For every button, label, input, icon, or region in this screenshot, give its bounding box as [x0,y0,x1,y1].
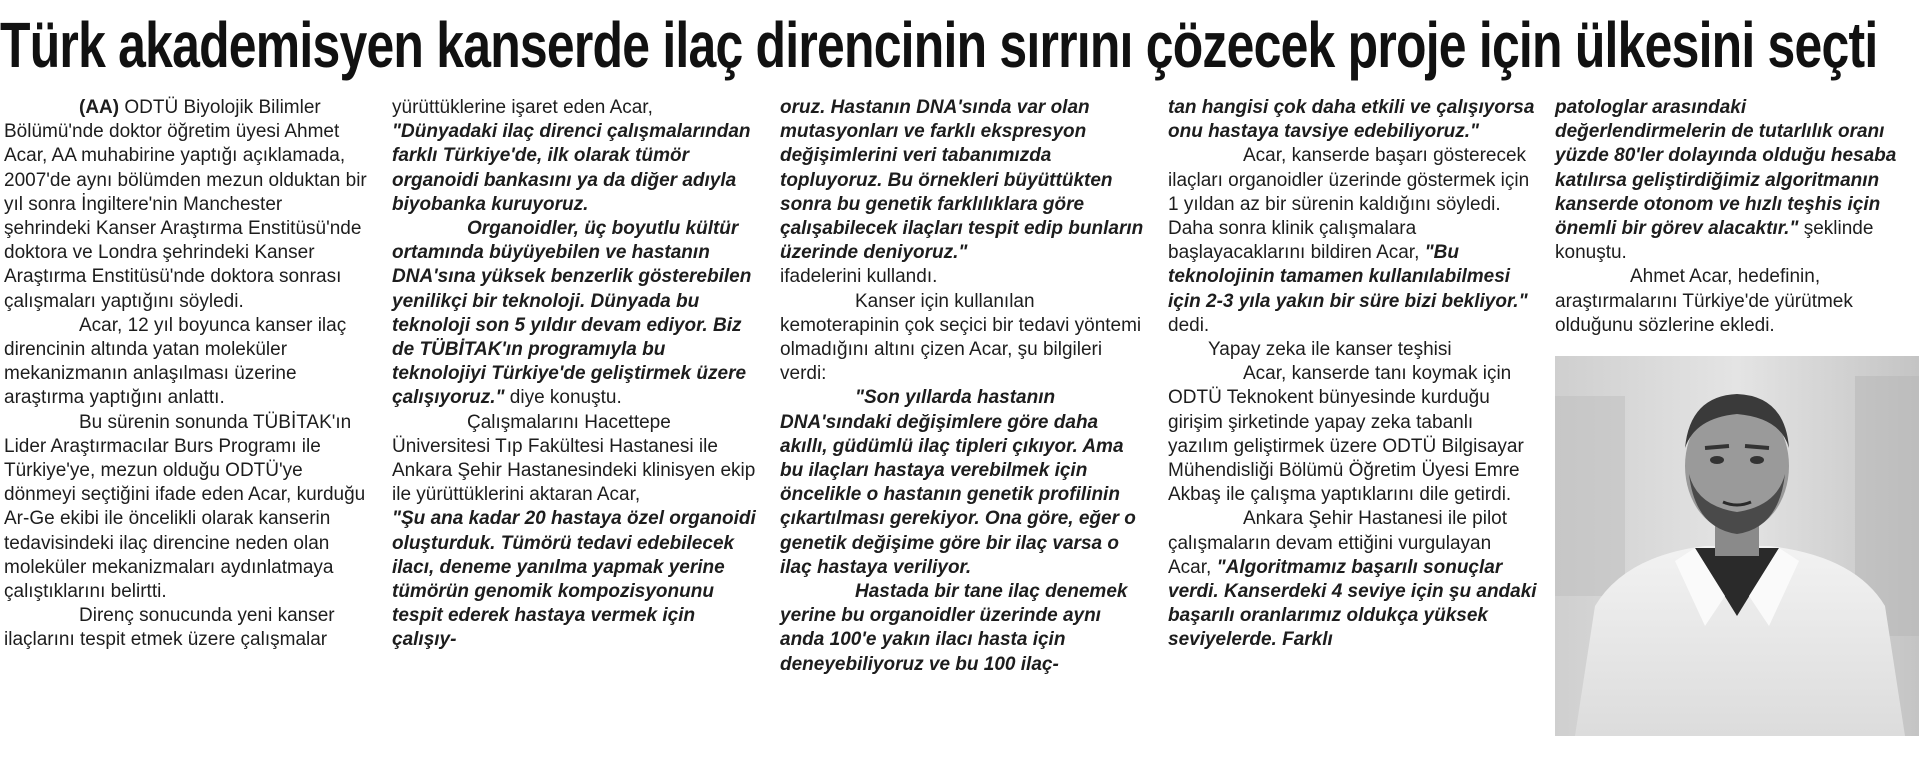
paragraph-text: diye konuştu. [504,387,622,409]
paragraph: Acar, 12 yıl boyunca kanser ilaç direncinin altında yatan moleküler mekanizmanın anlaşılması üzerine araştırma yaptığını anlattı. [4,314,347,409]
source-tag: (AA) [79,97,120,118]
article-column-2 [392,96,762,653]
paragraph [392,217,762,411]
paragraph-text: yürüttüklerine işaret eden Acar, [392,97,653,118]
paragraph [1168,507,1538,652]
quote-text: oruz. Hastanın DNA'sında var olan mutasyonları ve farklı ekspresyon değişimlerini veri tabanımızda topluyoruz. Bu örnekleri büyüttükten sonra bu genetik farklılıklara göre çalışabilecek ilaçları tespit edip bunların üzerinde deniyoruz." [780,97,1144,264]
paragraph-text: ODTÜ Biyolojik Bilimler Bölümü'nde doktor öğretim üyesi Ahmet Acar, AA muhabirine yaptığı açıklamada, 2007'de aynı bölümden mezun olduktan bir yıl sonra İngiltere'nin Manchester şehrindeki Kanser Araştırma Enstitüsü'nde doktora ve Londra şehrindeki Kanser Araştırma Enstitüsü'nde doktora sonrası çalışmaları yaptığını söyledi. [4,97,367,312]
quote-paragraph: tan hangisi çok daha etkili ve çalışıyorsa onu hastaya tavsiye edebiliyoruz." [1168,97,1535,143]
quote-text: patologlar arasındaki değerlendirmelerin de tutarlılık oranı yüzde 80'ler dolayında olduğu hesaba katılırsa geliştirdiğimiz algoritmanın kanserde otonom ve hızlı teşhis için önemli bir görev alacaktır." [1555,97,1897,240]
quote-text: "Algoritmamız başarılı sonuçlar verdi. Kanserdeki 4 seviye için şu andaki başarılı oranlarımız oldukça yüksek seviyelerde. Farklı [1168,556,1537,651]
article-column-5 [1555,96,1919,338]
paragraph: Kanser için kullanılan kemoterapinin çok seçici bir tedavi yöntemi olmadığını altını çizen Acar, şu bilgileri verdi: [780,290,1142,385]
paragraph: Direnç sonucunda yeni kanser ilaçlarını tespit etmek üzere çalışmalar [4,605,335,651]
paragraph [392,96,762,217]
article-column-1 [4,96,374,653]
quote-text: "Şu ana kadar 20 hastaya özel organoidi oluşturduk. Tümörü tedavi edebilecek ilacı, deneme yanılma yapmak yerine tümörün genomik kompozisyonunu tespit ederek hastaya vermek için çalışıy- [392,508,756,651]
paragraph-text: şeklinde konuştu. [1555,218,1874,264]
paragraph [392,411,762,653]
paragraph [4,96,374,314]
subheading: Yapay zeka ile kanser teşhisi [1208,339,1452,361]
paragraph-text: Çalışmalarını Hacettepe Üniversitesi Tıp Fakültesi Hastanesi ile Ankara Şehir Hastanesindeki klinisyen ekip ile yürüttüklerini aktaran Acar, [392,411,756,506]
quote-text: Organoidler, üç boyutlu kültür ortamında büyüyebilen ve hastanın DNA'sına yüksek benzerlik gösterebilen yenilikçi bir teknoloji. Dünyada bu teknoloji son 5 yıldır devam ediyor. Biz de TÜBİTAK'ın programıyla bu teknolojiyi Türkiye'de geliştirmek üzere çalışıyoruz." [392,218,752,409]
quote-paragraph: "Son yıllarda hastanın DNA'sındaki değişimlere göre daha akıllı, güdümlü ilaç tipleri çıkıyor. Ama bu ilaçları hastaya verebilmek için öncelikle o hastanın genetik profilinin çıkartılması gerekiyor. Ona göre, eğer o genetik değişime göre bir ilaç varsa o ilaç hastaya veriliyor. [780,387,1136,578]
paragraph-text: ifadelerini kullandı. [780,266,938,288]
article-column-3 [780,96,1150,677]
paragraph: Ahmet Acar, hedefinin, araştırmalarını Türkiye'de yürütmek olduğunu sözlerine ekledi. [1555,266,1853,336]
quote-paragraph: Hastada bir tane ilaç denemek yerine bu organoidler üzerinde aynı anda 100'e yakın ilacı hasta için deneyebiliyoruz ve bu 100 ilaç- [780,581,1128,675]
article-column-4 [1168,96,1538,653]
article-headline: Türk akademisyen kanserde ilaç direncinin sırrını çözecek proje için ülkesini seçti [0,9,1878,81]
quote-text: "Bu teknolojinin tamamen kullanılabilmesi için 2-3 yıla yakın bir süre bizi bekliyor." [1168,242,1528,312]
paragraph: Acar, kanserde tanı koymak için ODTÜ Teknokent bünyesinde kurduğu girişim şirketinde yapay zeka tabanlı yazılım geliştirmek üzere ODTÜ Bilgisayar Mühendisliği Bölümü Öğretim Üyesi Emre Akbaş ile çalışma yaptıklarını dile getirdi. [1168,363,1524,506]
quote-text: "Dünyadaki ilaç direnci çalışmalarından farklı Türkiye'de, ilk olarak tümör organoidi bankasını ya da diğer adıyla biyobanka kuruyoruz. [392,121,751,215]
paragraph-text: Acar, kanserde başarı gösterecek ilaçları organoidler üzerinde göstermek için 1 yıldan az bir sürenin kaldığını söyledi. Daha sonra klinik çalışmalara başlayacaklarını bildiren Acar, [1168,145,1530,264]
portrait-illustration [1555,356,1919,736]
paragraph-text: dedi. [1168,314,1210,336]
portrait-photo [1555,356,1919,736]
paragraph [780,96,1150,290]
paragraph-text: Ankara Şehir Hastanesi ile pilot çalışmaların devam ettiğini vurgulayan Acar, [1168,508,1508,578]
paragraph [1168,144,1538,338]
paragraph [1555,96,1919,265]
paragraph: Bu sürenin sonunda TÜBİTAK'ın Lider Araştırmacılar Burs Programı ile Türkiye'ye, mezun olduğu ODTÜ'ye dönmeyi seçtiğini ifade eden Acar, kurduğu Ar-Ge ekibi ile öncelikli olarak kanserin tedavisindeki ilaç direncine neden olan moleküler mekanizmaları aydınlatmaya çalıştıklarını belirtti. [4,411,366,603]
